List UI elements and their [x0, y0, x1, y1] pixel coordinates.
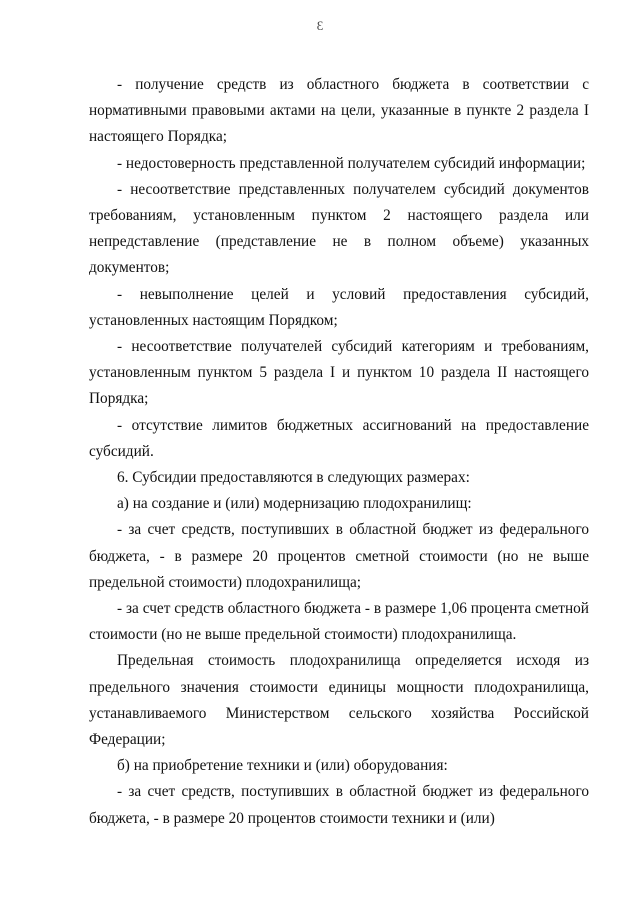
paragraph-2: - недостоверность представленной получателем субсидий информации;: [117, 154, 586, 172]
paragraph-regional-funds: - за счет средств областного бюджета - в размере 1,06 процента сметной стоимости (но не выше предельной стоимости) плодохранилища.: [89, 600, 589, 644]
paragraph-5: - несоответствие получателей субсидий категориям и требованиям, установленным пунктом 5 раздела I и пунктом 10 раздела II настоящего Порядка;: [89, 338, 589, 408]
paragraph-3: - несоответствие представленных получателем субсидий документов требованиям, установленным пунктом 2 настоящего раздела или непредставление (представление не в полном объеме) указанных документов;: [89, 180, 589, 277]
paragraph-federal-funds: - за счет средств, поступивших в областной бюджет из федерального бюджета, - в размере 20 процентов сметной стоимости (но не выше предельной стоимости) плодохранилища;: [89, 521, 589, 591]
paragraph-1: - получение средств из областного бюджета в соответствии с нормативными правовыми актами на цели, указанные в пункте 2 раздела I настоящего Порядка;: [89, 76, 589, 146]
section-6-heading: 6. Субсидии предоставляются в следующих размерах:: [117, 469, 470, 487]
page-number: 3: [316, 18, 324, 33]
document-body: [89, 72, 589, 832]
subsection-b-heading: б) на приобретение техники и (или) оборудования:: [117, 757, 448, 775]
paragraph-6: - отсутствие лимитов бюджетных ассигнований на предоставление субсидий.: [89, 416, 589, 460]
subsection-a-heading: а) на создание и (или) модернизацию плодохранилищ:: [117, 495, 472, 513]
paragraph-max-cost: Предельная стоимость плодохранилища определяется исходя из предельного значения стоимости единицы мощности плодохранилища, устанавливаемого Министерством сельского хозяйства Российской Федерации;: [89, 652, 589, 749]
paragraph-equipment: - за счет средств, поступивших в областной бюджет из федерального бюджета, - в размере 20 процентов стоимости техники и (или): [89, 783, 589, 827]
paragraph-4: - невыполнение целей и условий предоставления субсидий, установленных настоящим Порядком;: [89, 285, 589, 329]
